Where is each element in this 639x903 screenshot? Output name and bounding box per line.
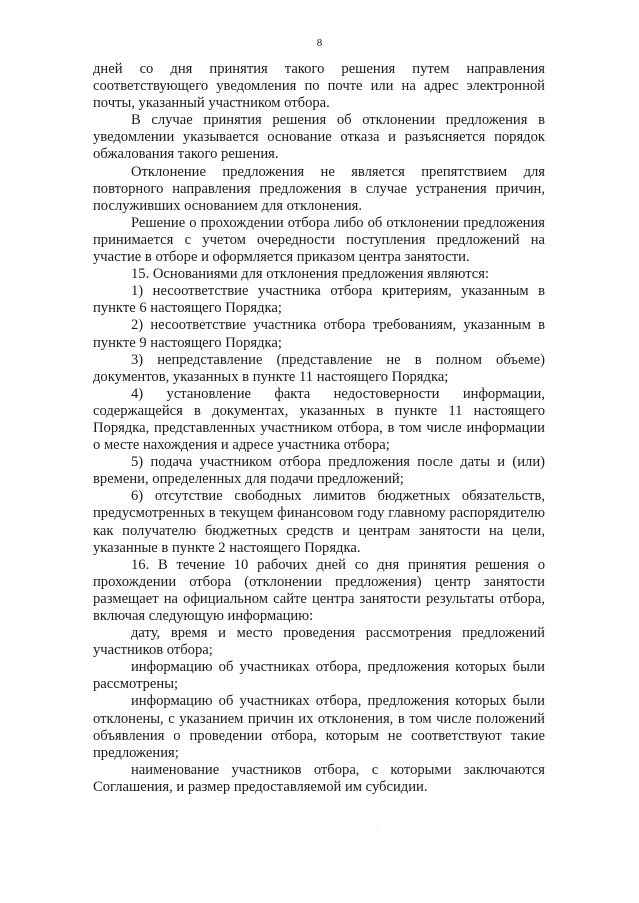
document-body <box>93 61 545 796</box>
section-heading: 15. Основаниями для отклонения предложения являются: <box>131 266 490 283</box>
list-item: 4) установление факта недостоверности информации, содержащейся в документах, указанных в пункте 11 настоящего Порядка, представленных участником отбора, в том числе информации о месте нахождения и адресе участника отбора; <box>93 385 545 454</box>
page-number: 8 <box>316 37 323 49</box>
paragraph: 16. В течение 10 рабочих дней со дня принятия решения о прохождении отбора (отклонении предложения) центр занятости размещает на официальном сайте центра занятости результаты отбора, включая следующую информацию: <box>93 556 545 624</box>
list-item: 3) непредставление (представление не в полном объеме) документов, указанных в пункте 11 настоящего Порядка; <box>93 351 545 385</box>
list-item: 6) отсутствие свободных лимитов бюджетных обязательств, предусмотренных в текущем финансовом году главному распорядителю как получателю бюджетных средств и центрам занятости на цели, указанные в пункте 2 настоящего Порядка. <box>93 488 545 556</box>
list-item: 1) несоответствие участника отбора критериям, указанным в пункте 6 настоящего Порядка; <box>93 283 545 317</box>
list-item: наименование участников отбора, с которыми заключаются Соглашения, и размер предоставляемой им субсидии. <box>93 761 545 795</box>
paragraph: В случае принятия решения об отклонении предложения в уведомлении указывается основание отказа и разъясняется порядок обжалования такого решения. <box>93 112 545 163</box>
scan-speck <box>377 826 378 827</box>
list-item: 5) подача участником отбора предложения после даты и (или) времени, определенных для подачи предложений; <box>93 454 545 488</box>
list-item: информацию об участниках отбора, предложения которых были отклонены, с указанием причин их отклонения, в том числе положений объявления о проведении отбора, которым не соответствуют такие предложения; <box>93 693 545 761</box>
list-item: информацию об участниках отбора, предложения которых были рассмотрены; <box>93 659 545 693</box>
list-item: дату, время и место проведения рассмотрения предложений участников отбора; <box>93 625 545 659</box>
list-item: 2) несоответствие участника отбора требованиям, указанным в пункте 9 настоящего Порядка; <box>93 317 545 351</box>
paragraph: дней со дня принятия такого решения путем направления соответствующего уведомления по почте или на адрес электронной почты, указанный участником отбора. <box>93 61 545 112</box>
paragraph: Отклонение предложения не является препятствием для повторного направления предложения в случае устранения причин, послуживших основанием для отклонения. <box>93 163 545 214</box>
paragraph: Решение о прохождении отбора либо об отклонении предложения принимается с учетом очередности поступления предложений на участие в отборе и оформляется приказом центра занятости. <box>93 214 545 266</box>
